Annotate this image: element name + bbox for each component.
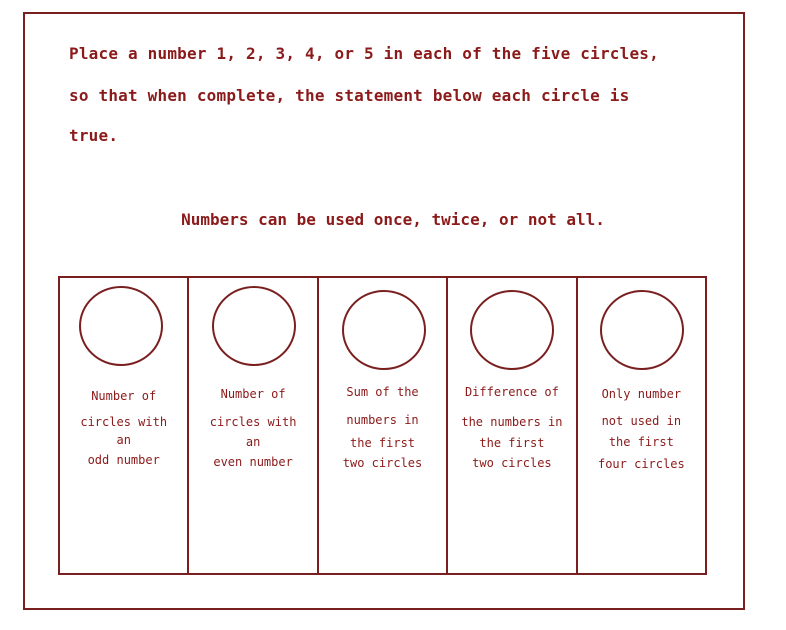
column-1-line-1: Number of — [91, 389, 157, 403]
column-2-line-2: circles with — [209, 415, 297, 429]
column-4-line-4: two circles — [472, 456, 552, 470]
answer-circle-5[interactable] — [600, 290, 684, 370]
column-1-line-2: circles with — [80, 415, 168, 429]
column-5-line-3: the first — [608, 435, 674, 449]
answer-circle-4[interactable] — [470, 290, 554, 370]
puzzle-column-4 — [448, 278, 577, 573]
puzzle-grid — [58, 276, 707, 575]
instruction-line-2: so that when complete, the statement below each circle is — [69, 86, 630, 105]
column-3-line-4: two circles — [342, 456, 423, 470]
column-5-line-4: four circles — [597, 457, 685, 471]
column-5-line-1: Only number — [601, 387, 682, 401]
answer-circle-2[interactable] — [212, 286, 296, 366]
column-4-line-1: Difference of — [464, 385, 559, 399]
answer-circle-3[interactable] — [342, 290, 426, 370]
column-1-line-3: an — [116, 433, 131, 447]
instruction-line-1: Place a number 1, 2, 3, 4, or 5 in each of the five circles, — [69, 44, 659, 63]
column-2-line-4: even number — [213, 455, 293, 469]
column-1-line-4: odd number — [87, 453, 160, 467]
column-4-line-3: the first — [479, 436, 545, 450]
instruction-line-3: true. — [69, 126, 119, 145]
column-3-line-1: Sum of the — [346, 385, 419, 399]
puzzle-column-2 — [189, 278, 318, 573]
column-2-line-3: an — [245, 435, 261, 449]
column-3-line-3: the first — [350, 436, 416, 450]
puzzle-column-1 — [60, 278, 189, 573]
column-3-line-2: numbers in — [346, 413, 419, 427]
usage-note: Numbers can be used once, twice, or not all. — [181, 210, 605, 229]
column-4-line-2: the numbers in — [461, 415, 563, 429]
column-2-line-1: Number of — [220, 387, 286, 401]
column-5-line-2: not used in — [601, 414, 682, 428]
puzzle-column-5 — [578, 278, 705, 573]
answer-circle-1[interactable] — [79, 286, 163, 366]
puzzle-column-3 — [319, 278, 448, 573]
